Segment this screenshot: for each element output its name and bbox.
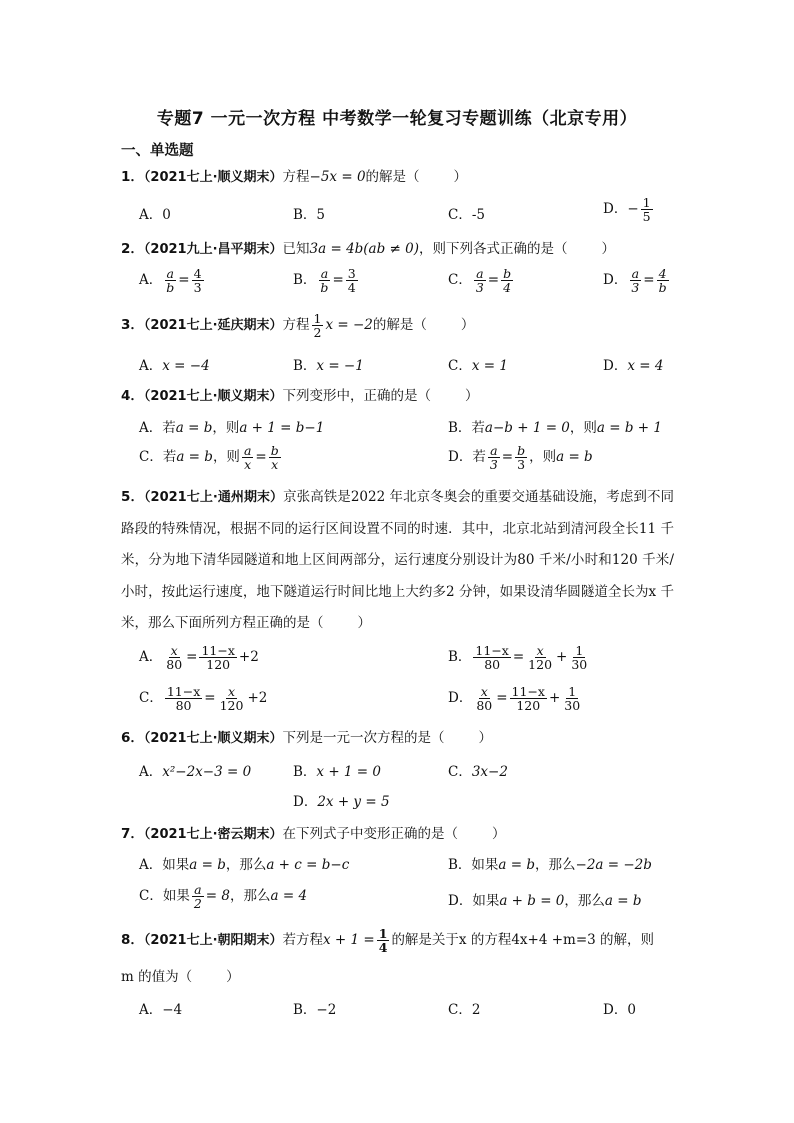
option-text: ，那么 — [230, 888, 271, 904]
question-stem: m 的值为（ — [121, 969, 193, 985]
plus-sign: + — [548, 690, 561, 706]
question-stem: 京张高铁是2022 年北京冬奥会的重要交通基础设施，考虑到不同路段的特殊情况，根据不同的运行区间设置不同的时速．其中，北京北站到清河段全长11 千米，分为地下清华园隧道和地上区间两部分，运行速度分别设计为80 千米/小时和120 千米/小时，按此运行速度，地下隧道运行时间比地上大约多2 分钟，如果设清华圆隧道全长为x 千米，那么下面所列方程正确的是（ — [121, 489, 674, 631]
math-expression: a = b — [175, 420, 213, 436]
option-label: C．若 — [139, 449, 177, 465]
option-c — [139, 883, 307, 910]
question-8-line-2 — [121, 965, 240, 985]
math-expression: x²−2x−3 = 0 — [162, 764, 252, 780]
numerator: a — [490, 443, 498, 458]
denominator: 3 — [489, 457, 498, 472]
math-expression: a + 1 = b−1 — [239, 420, 325, 436]
fraction — [312, 312, 324, 339]
math-expression: +2 — [247, 690, 268, 706]
option-a — [139, 644, 259, 671]
option-c — [448, 760, 508, 780]
option-a — [139, 354, 210, 374]
option-label: D． — [293, 794, 318, 810]
numerator: 11−x — [511, 684, 545, 699]
option-b: B．−2 — [293, 1002, 337, 1018]
option-d — [448, 444, 593, 471]
question-stem: 的解是（ — [372, 317, 427, 333]
option-label: B．若 — [448, 420, 485, 436]
option-d — [603, 196, 655, 223]
option-a: A． $\frac{a}{b}$ = $\frac{4}{3}$ — [139, 266, 202, 295]
option-label: C． — [448, 764, 472, 780]
option-label: D．若 — [448, 449, 486, 465]
option-label: D． — [603, 358, 628, 374]
question-stem: 方程 — [282, 169, 310, 185]
question-stem: 的解是（ — [365, 169, 420, 185]
question-source: （2021七上·顺义期末） — [143, 389, 283, 404]
option-text: ，那么 — [535, 857, 576, 873]
denominator: 2 — [313, 325, 322, 340]
denominator: 120 — [528, 657, 553, 672]
math-expression: x + 1 = — [323, 932, 375, 948]
option-text: ，则 — [529, 449, 557, 465]
fraction — [377, 927, 390, 954]
math-expression: x = −2 — [325, 317, 373, 333]
bracket-close: ） — [226, 969, 240, 985]
numerator: a — [476, 266, 484, 281]
math-expression: 2x + y = 5 — [317, 794, 390, 810]
numerator: 11−x — [166, 684, 201, 699]
denominator: 30 — [571, 657, 588, 672]
denominator: 30 — [564, 698, 581, 713]
numerator: 4 — [193, 266, 202, 281]
option-c: C．2 — [448, 1002, 481, 1018]
math-expression: a = b — [604, 893, 642, 909]
option-label: D．如果 — [448, 893, 500, 909]
denominator: b — [320, 280, 329, 295]
option-text: ，则 — [212, 449, 240, 465]
option-label: A． — [139, 358, 163, 374]
math-expression: x + 1 = 0 — [316, 764, 382, 780]
math-expression: x = −4 — [162, 358, 210, 374]
option-label: C． — [139, 690, 163, 706]
option-c — [139, 444, 283, 471]
question-number: 8． — [121, 932, 144, 948]
question-number: 7． — [121, 826, 144, 842]
option-b — [448, 853, 652, 873]
math-expression: a = b — [498, 857, 536, 873]
question-number: 3． — [121, 317, 144, 333]
question-stem: 若方程 — [282, 932, 324, 948]
denominator: x — [271, 457, 279, 472]
question-source: （2021七上·朝阳期末） — [143, 933, 283, 948]
math-expression: 3x−2 — [471, 764, 508, 780]
option-d — [293, 790, 390, 810]
bracket-close: ） — [453, 169, 468, 185]
option-a — [139, 760, 251, 780]
question-8 — [121, 927, 654, 954]
bracket-close: ） — [492, 826, 506, 842]
denominator: b — [166, 280, 175, 295]
option-text: ，那么 — [564, 893, 605, 909]
numerator: 1 — [313, 311, 322, 326]
math-expression: a = b — [189, 857, 226, 873]
bracket-close: ） — [465, 388, 479, 404]
numerator: b — [503, 266, 512, 281]
numerator: b — [517, 443, 526, 458]
question-source: （2021七上·密云期末） — [143, 827, 283, 842]
question-stem: ，则下列各式正确的是（ — [419, 241, 568, 257]
numerator: 11−x — [201, 643, 235, 658]
question-source: （2021七上·顺义期末） — [143, 170, 283, 185]
numerator: a — [194, 882, 202, 897]
numerator: x — [227, 684, 236, 699]
math-expression: a−b + 1 = 0 — [484, 420, 570, 436]
question-number: 4． — [121, 388, 144, 404]
question-number: 5． — [121, 489, 144, 505]
denominator: 80 — [484, 657, 501, 672]
equals-sign: = — [204, 690, 216, 706]
numerator: x — [480, 684, 488, 699]
math-expression: x = 1 — [471, 358, 508, 374]
denominator: 2 — [193, 896, 202, 911]
denominator: 4 — [378, 940, 388, 955]
question-1 — [121, 165, 467, 185]
option-d — [448, 889, 642, 909]
option-label: D． — [603, 201, 628, 217]
numerator: a — [243, 443, 252, 458]
math-expression: +2 — [238, 649, 259, 665]
option-b: B．5 — [293, 207, 326, 223]
math-expression: −5x = 0 — [309, 169, 366, 185]
option-label: B．如果 — [448, 857, 499, 873]
option-text: ，则 — [569, 420, 597, 436]
numerator: x — [536, 643, 544, 658]
question-stem: 方程 — [282, 317, 310, 333]
question-number: 1． — [121, 169, 144, 185]
option-b — [293, 760, 381, 780]
numerator: 3 — [347, 266, 356, 281]
option-label: B． — [293, 764, 317, 780]
fraction — [641, 196, 653, 223]
option-d: D． $\frac{a}{3}$ = $\frac{4}{b}$ — [603, 266, 667, 295]
math-expression: x = 4 — [627, 358, 664, 374]
question-source: （2021七上·延庆期末） — [143, 318, 283, 333]
numerator: 1 — [642, 195, 651, 210]
question-5 — [121, 482, 674, 640]
equals-sign: = — [255, 449, 267, 465]
math-expression: a + b = 0 — [499, 893, 565, 909]
math-expression: a = b — [556, 449, 593, 465]
option-label: B． — [448, 649, 472, 665]
math-expression: = 8 — [205, 888, 230, 904]
option-label: D． — [603, 272, 628, 288]
math-expression: a = b — [176, 449, 213, 465]
option-label: C．如果 — [139, 888, 190, 904]
math-expression: 3a = 4b(ab ≠ 0) — [309, 241, 420, 257]
option-label: A． — [139, 272, 163, 288]
option-label: A． — [139, 649, 163, 665]
denominator: 120 — [206, 657, 231, 672]
bracket-close: ） — [601, 241, 616, 257]
denominator: 3 — [475, 280, 484, 295]
numerator: a — [631, 266, 640, 281]
equals-sign: = — [501, 449, 514, 465]
option-b — [448, 644, 591, 671]
numerator: a — [166, 266, 174, 281]
denominator: 3 — [193, 280, 202, 295]
option-label: A．若 — [139, 420, 176, 436]
question-stem: 下列是一元一次方程的是（ — [282, 730, 445, 746]
section-heading: 一、单选题 — [121, 143, 194, 159]
denominator: 80 — [476, 698, 493, 713]
equals-sign: = — [512, 649, 525, 665]
option-a — [139, 416, 324, 436]
denominator: b — [658, 280, 667, 295]
question-2 — [121, 237, 615, 257]
option-label: A． — [139, 764, 163, 780]
plus-sign: + — [556, 649, 568, 665]
option-c: C． $\frac{a}{3}$ = $\frac{b}{4}$ — [448, 266, 512, 295]
option-b — [448, 416, 662, 436]
option-text: ，则 — [212, 420, 240, 436]
bracket-close: ） — [478, 730, 493, 746]
question-4 — [121, 384, 479, 404]
denominator: x — [244, 457, 252, 472]
question-number: 6． — [121, 730, 144, 746]
denominator: 3 — [631, 280, 640, 295]
numerator: 11−x — [475, 643, 509, 658]
question-6 — [121, 726, 492, 746]
page-title: 专题7 一元一次方程 中考数学一轮复习专题训练（北京专用） — [156, 109, 638, 129]
option-label: B． — [293, 272, 317, 288]
question-stem: 在下列式子中变形正确的是（ — [282, 826, 459, 842]
option-d — [448, 685, 584, 712]
numerator: 1 — [568, 684, 577, 699]
numerator: a — [320, 266, 329, 281]
question-stem: 已知 — [282, 241, 310, 257]
option-text: ，那么 — [225, 857, 267, 873]
equals-sign: = — [496, 690, 508, 706]
question-number: 2． — [121, 241, 144, 257]
option-label: C． — [448, 358, 472, 374]
denominator: 120 — [219, 698, 244, 713]
math-expression: −2a = −2b — [575, 857, 652, 873]
math-expression: − — [627, 201, 639, 217]
bracket-close: ） — [460, 317, 475, 333]
option-c — [448, 354, 508, 374]
option-d — [603, 354, 663, 374]
option-a: A．0 — [139, 207, 171, 223]
option-a: A．−4 — [139, 1002, 183, 1018]
denominator: 80 — [175, 698, 192, 713]
question-3 — [121, 312, 474, 339]
numerator: b — [270, 443, 279, 458]
option-c: C．-5 — [448, 207, 485, 223]
denominator: 4 — [503, 280, 512, 295]
option-a — [139, 853, 349, 873]
denominator: 80 — [166, 657, 183, 672]
question-source: （2021九上·昌平期末） — [143, 242, 283, 257]
math-expression: x = −1 — [316, 358, 364, 374]
option-d: D．0 — [603, 1002, 636, 1018]
denominator: 5 — [642, 209, 651, 224]
option-label: D． — [448, 690, 473, 706]
option-b — [293, 354, 364, 374]
numerator: 1 — [378, 926, 388, 941]
denominator: 4 — [347, 280, 356, 295]
question-source: （2021七上·顺义期末） — [143, 731, 283, 746]
option-c — [139, 685, 267, 712]
question-source: （2021七上·通州期末） — [144, 490, 284, 505]
denominator: 3 — [517, 457, 526, 472]
denominator: 120 — [516, 698, 541, 713]
question-stem: 下列变形中，正确的是（ — [282, 388, 432, 404]
option-label: C． — [448, 272, 472, 288]
option-b: B． $\frac{a}{b}$ = $\frac{3}{4}$ — [293, 266, 356, 295]
bracket-close: ） — [357, 615, 371, 631]
equals-sign: = — [186, 649, 198, 665]
numerator: x — [170, 643, 178, 658]
option-label: A．如果 — [139, 857, 190, 873]
question-stem: 的解是关于x 的方程4x+4 +m=3 的解，则 — [391, 932, 655, 948]
math-expression: a + c = b−c — [266, 857, 350, 873]
math-expression: a = b + 1 — [596, 420, 662, 436]
option-label: B． — [293, 358, 317, 374]
question-7 — [121, 822, 506, 842]
numerator: 4 — [658, 266, 667, 281]
numerator: 1 — [575, 643, 584, 658]
math-expression: a = 4 — [270, 888, 308, 904]
